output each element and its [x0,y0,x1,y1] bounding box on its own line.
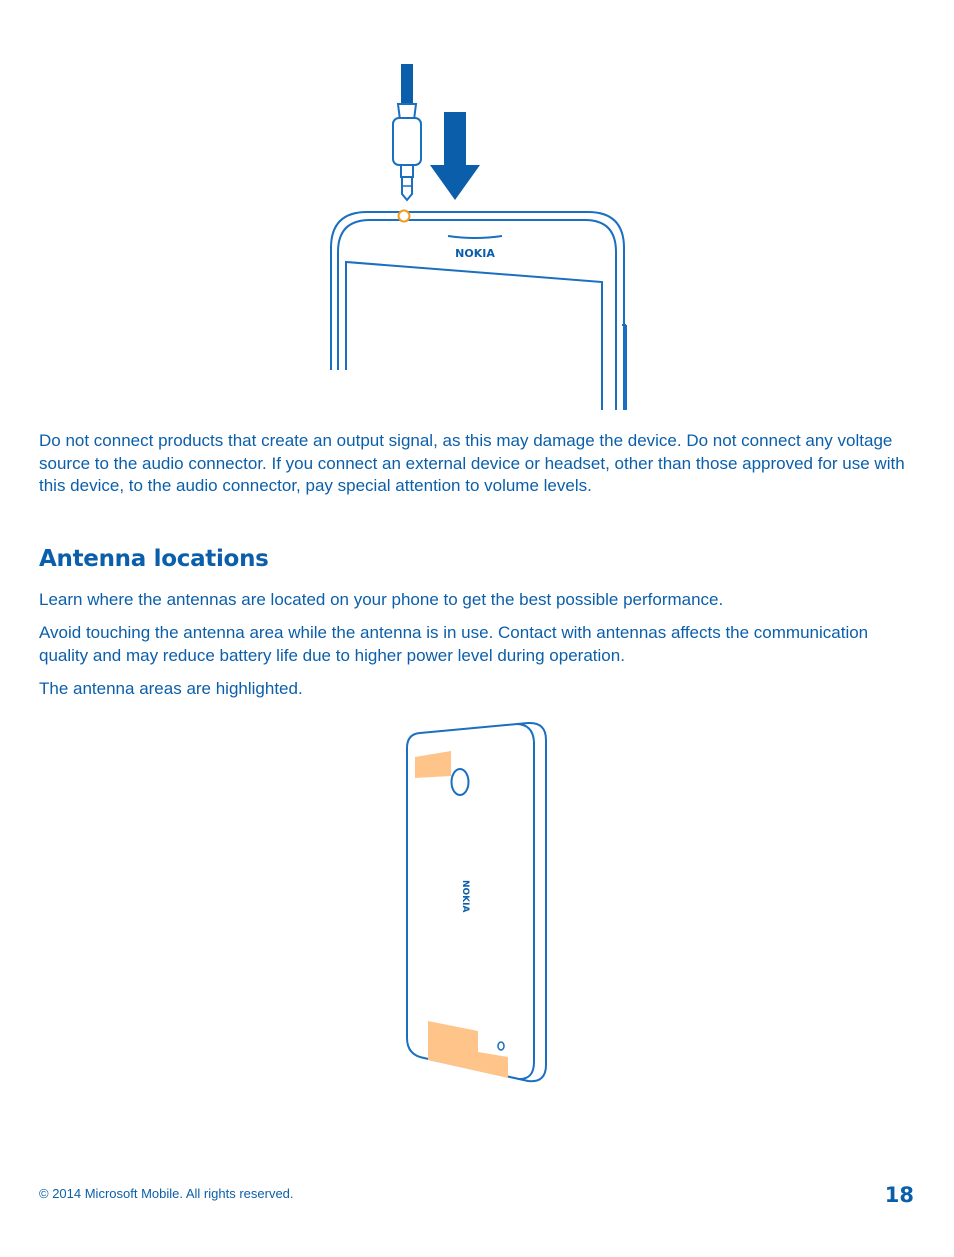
phone-top-outline [331,212,626,410]
phone-back-brand-logo: NOKIA [460,880,470,913]
connection-warning: Do not connect products that create an output signal, as this may damage the device. Do not connect any voltage source to the audio connector. If you connect an external device or headset, other than those approved for use with this device, to the audio connector, pay special attention to volume levels. [39,431,905,495]
audio-jack-ring [399,211,410,222]
headset-connection-illustration [320,60,640,415]
antenna-intro-paragraph: Learn where the antennas are located on your phone to get the best possible performance. [39,590,724,609]
antenna-area-top [415,751,451,778]
arrow-down-icon [430,112,480,200]
footer-copyright: © 2014 Microsoft Mobile. All rights reserved. [39,1186,294,1201]
antenna-advice-paragraph: Avoid touching the antenna area while the antenna is in use. Contact with antennas affects the communication quality and may reduce battery life due to higher power level during operation. [39,623,869,665]
microphone-hole [498,1042,504,1050]
antenna-highlight-note: The antenna areas are highlighted. [39,679,303,698]
headset-plug-icon [393,64,421,200]
antenna-locations-illustration [395,715,560,1090]
phone-brand-logo: NOKIA [455,247,495,260]
section-heading: Antenna locations [39,546,269,572]
page-number: 18 [884,1183,914,1207]
antenna-area-bottom [428,1021,508,1078]
